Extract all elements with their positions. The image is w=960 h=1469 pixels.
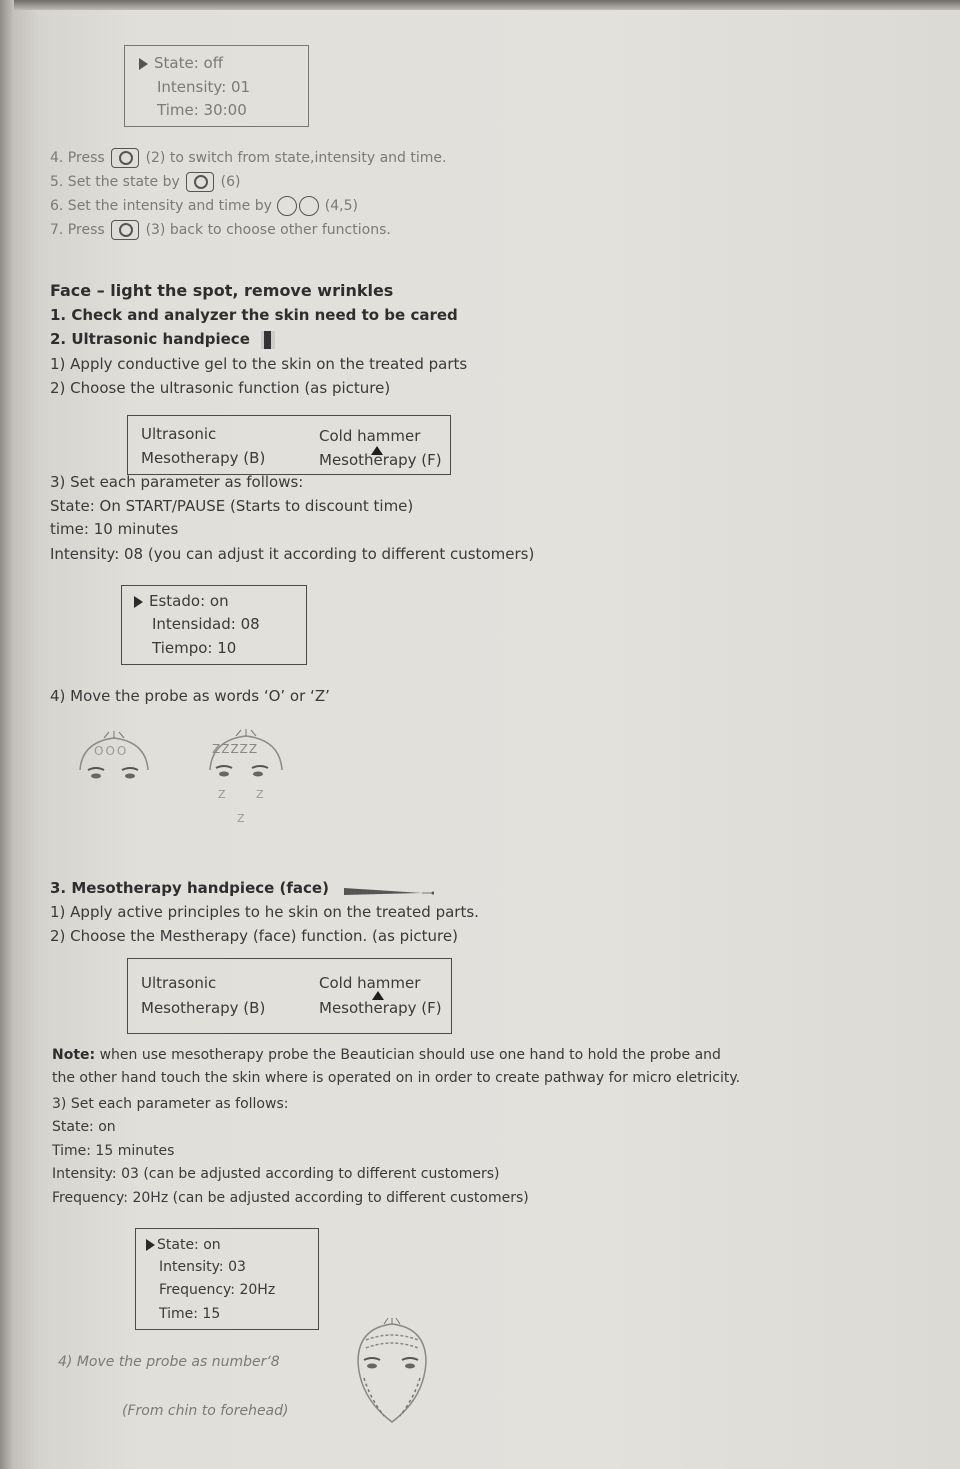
- page-fold-shadow: [0, 0, 14, 1469]
- step-4: 4. Press (2) to switch from state,intensity and time.: [50, 150, 447, 166]
- menu1-meso-b: Mesotherapy (B): [141, 449, 266, 467]
- face-item-2: 2. Ultrasonic handpiece: [50, 330, 275, 349]
- ultrasonic-time: time: 10 minutes: [50, 520, 179, 538]
- top-status-box: [124, 45, 309, 127]
- state-button-icon: [186, 172, 214, 192]
- face-z-right: Z: [256, 788, 264, 801]
- face-z-letters: ZZZZZ: [212, 742, 259, 756]
- top-time-row: Time: 30:00: [157, 101, 247, 119]
- mesotherapy-pen-icon: [342, 884, 434, 894]
- page-top-edge: [0, 0, 960, 10]
- face-sub-2: 2) Choose the ultrasonic function (as picture): [50, 379, 391, 397]
- top-intensity-row: Intensity: 01: [157, 78, 251, 96]
- face-z-pattern-illustration: [206, 728, 286, 828]
- step-5: 5. Set the state by (6): [50, 174, 241, 190]
- menu2-cursor-arrow: [372, 991, 384, 1000]
- meso-box-state-row: State: on: [146, 1236, 221, 1254]
- step-6: 6. Set the intensity and time by (4,5): [50, 198, 358, 214]
- chin-to-forehead: (From chin to forehead): [122, 1403, 289, 1419]
- menu2-meso-f: Mesotherapy (F): [319, 999, 442, 1017]
- estado-row: Estado: on: [134, 592, 229, 610]
- note-line-2: the other hand touch the skin where is operated on in order to create pathway for micro eletricity.: [52, 1070, 741, 1086]
- function-menu-box-1: [127, 415, 451, 475]
- meso-frequency: Frequency: 20Hz (can be adjusted according to different customers): [52, 1190, 529, 1206]
- menu2-cold-hammer: Cold hammer: [319, 974, 421, 992]
- menu2-ultrasonic: Ultrasonic: [141, 974, 217, 992]
- face-z-left: Z: [218, 788, 226, 801]
- menu1-ultrasonic: Ultrasonic: [141, 425, 217, 443]
- meso-sub-1: 1) Apply active principles to he skin on the treated parts.: [50, 903, 479, 921]
- meso-box-time-row: Time: 15: [159, 1306, 221, 1322]
- probe-move-o-z: 4) Move the probe as words ‘O’ or ‘Z’: [50, 687, 330, 705]
- meso-state: State: on: [52, 1119, 116, 1135]
- menu1-cursor-arrow: [371, 446, 383, 455]
- face-sub-1: 1) Apply conductive gel to the skin on the treated parts: [50, 355, 468, 373]
- face-o-pattern-illustration: [74, 730, 154, 790]
- note-line-1: Note: when use mesotherapy probe the Beautician should use one hand to hold the probe and: [52, 1047, 721, 1063]
- top-state-row: State: off: [139, 54, 223, 72]
- minus-button-icon: [299, 196, 319, 216]
- ultrasonic-params-header: 3) Set each parameter as follows:: [50, 473, 304, 491]
- meso-time: Time: 15 minutes: [52, 1143, 175, 1159]
- back-button-icon: [111, 220, 139, 240]
- meso-state-box: [135, 1228, 319, 1330]
- face-figure-8-illustration: [352, 1318, 432, 1428]
- ultrasonic-handpiece-icon: [261, 331, 275, 349]
- move-probe-number-8: 4) Move the probe as number‘8: [58, 1354, 280, 1370]
- switch-button-icon: [111, 148, 139, 168]
- menu2-meso-b: Mesotherapy (B): [141, 999, 266, 1017]
- face-section-heading: Face – light the spot, remove wrinkles: [50, 281, 394, 300]
- menu1-cold-hammer: Cold hammer: [319, 427, 421, 445]
- ultrasonic-state: State: On START/PAUSE (Starts to discount time): [50, 497, 414, 515]
- step-7: 7. Press (3) back to choose other functions.: [50, 222, 391, 238]
- intensidad-row: Intensidad: 08: [152, 615, 260, 633]
- function-menu-box-2: [127, 958, 452, 1034]
- face-item-1: 1. Check and analyzer the skin need to be cared: [50, 306, 458, 324]
- ultrasonic-intensity: Intensity: 08 (you can adjust it according to different customers): [50, 545, 535, 563]
- face-o-letters: OOO: [94, 744, 129, 758]
- menu1-meso-f: Mesotherapy (F): [319, 451, 442, 469]
- meso-sub-2: 2) Choose the Mestherapy (face) function. (as picture): [50, 927, 458, 945]
- plus-button-icon: [277, 196, 297, 216]
- meso-intensity: Intensity: 03 (can be adjusted according to different customers): [52, 1166, 500, 1182]
- meso-section-heading: 3. Mesotherapy handpiece (face): [50, 879, 434, 897]
- meso-box-frequency-row: Frequency: 20Hz: [159, 1282, 276, 1298]
- face-z-chin: Z: [237, 812, 245, 825]
- estado-box: [121, 585, 307, 665]
- meso-params-header: 3) Set each parameter as follows:: [52, 1096, 289, 1112]
- tiempo-row: Tiempo: 10: [152, 639, 237, 657]
- meso-box-intensity-row: Intensity: 03: [159, 1259, 246, 1275]
